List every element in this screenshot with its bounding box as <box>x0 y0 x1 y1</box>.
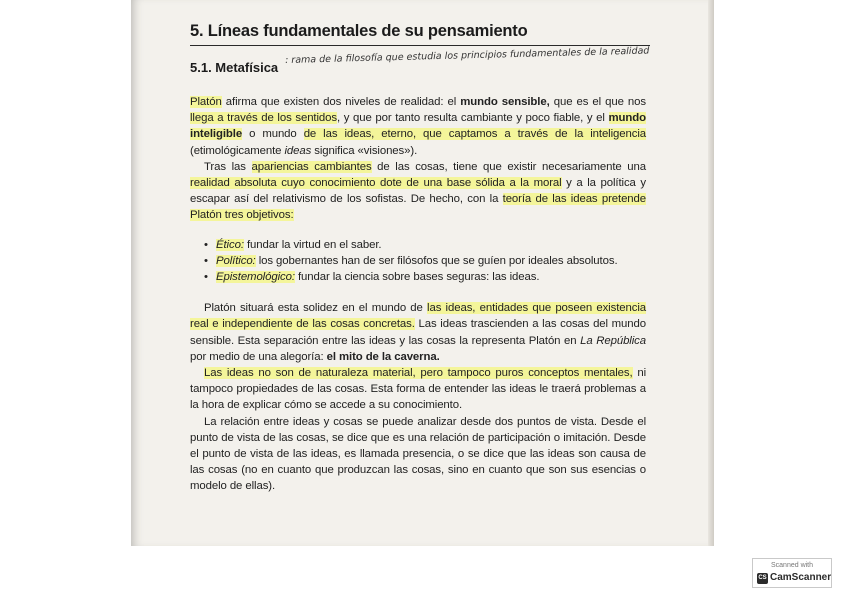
section-title: 5.1. Metafísica <box>190 60 279 75</box>
text-run: por medio de una alegoría: <box>190 350 327 363</box>
highlight: apariencias cambiantes <box>251 160 372 173</box>
objectives-list <box>190 237 646 286</box>
italic-term: ideas <box>284 144 312 157</box>
highlight: teoría de las ideas pretende Platón tres objetivos: <box>190 193 647 222</box>
highlight: de las ideas, eterno, que captamos a través de la inteligencia <box>303 128 646 141</box>
camscanner-watermark <box>752 558 832 588</box>
paragraph-3 <box>190 300 646 365</box>
highlight: realidad absoluta cuyo conocimiento dote de una base sólida a la moral <box>190 177 562 190</box>
objective-text: los gobernantes han de ser filósofos que se guíen por ideales absolutos. <box>255 254 618 267</box>
paragraph-4 <box>190 365 646 414</box>
list-item <box>204 253 646 269</box>
paragraph-2 <box>190 159 646 224</box>
text-run: (etimológicamente <box>190 144 285 157</box>
text-run: o mundo <box>242 128 304 141</box>
bold-term: mundo sensible, <box>460 96 550 108</box>
text-run: , y que por tanto resulta cambiante y poco fiable, y el <box>336 112 609 125</box>
text-run: de las cosas, tiene que existir necesariamente una <box>371 160 646 173</box>
paragraph-1 <box>190 94 646 159</box>
text-run: Tras las <box>204 160 252 173</box>
text-run: y a la política y escapar así del relativismo de los sofistas. De hecho, con la <box>190 177 646 206</box>
bold-term: mundo inteligible <box>190 112 646 141</box>
objective-text: fundar la virtud en el saber. <box>243 238 382 251</box>
camscanner-logo-icon: CS <box>757 573 768 584</box>
list-item <box>204 237 646 253</box>
page-edge <box>708 0 714 546</box>
handwritten-note: : rama de la filosofía que estudia los principios fundamentales de la realidad <box>285 45 650 66</box>
body-text <box>190 94 646 495</box>
text-run: significa «visiones»). <box>311 144 418 157</box>
objective-label: Epistemológico: <box>216 271 295 284</box>
text-run: ni tampoco propiedades de las cosas. Esta forma de entender las ideas le traerá problemas a la hora de explicar cómo se accede a su conocimiento. <box>190 367 647 412</box>
text-run: Las ideas trascienden a las cosas del mundo sensible. Esta separación entre las ideas y las cosas la representa Platón en <box>190 318 646 347</box>
objective-text: fundar la ciencia sobre bases seguras: las ideas. <box>294 271 540 284</box>
objective-label: Ético: <box>216 238 244 251</box>
text-run: afirma que existen dos niveles de realidad: el <box>221 96 461 108</box>
watermark-caption: Scanned with <box>770 562 814 569</box>
italic-term: La República <box>580 334 646 347</box>
highlight: llega a través de los sentidos <box>190 112 337 125</box>
watermark-brand: CamScanner <box>770 572 832 583</box>
highlight: las ideas, entidades que poseen existencia real e independiente de las cosas concretas. <box>190 302 646 331</box>
highlight: Las ideas no son de naturaleza material, pero tampoco puros conceptos mentales, <box>204 367 633 380</box>
highlight: Platón <box>190 96 222 108</box>
text-run: que es el que nos <box>549 96 646 108</box>
bold-term: el mito de la caverna. <box>326 350 440 363</box>
paragraph-5: La relación entre ideas y cosas se puede analizar desde dos puntos de vista. Desde el punto de vista de las cosas, se dice que es una relación de participación o imitación. Desde el punto de vista de las ideas, es llamada presencia, o se dice que las ideas son causa de las cosas (no en cuanto que produzcan las cosas, sino en cuanto que son sus esencias o modelo de ellas). <box>190 415 646 493</box>
chapter-title: 5. Líneas fundamentales de su pensamiento <box>190 22 650 46</box>
objective-label: Político: <box>216 254 256 267</box>
text-run: Platón situará esta solidez en el mundo de <box>204 302 428 315</box>
list-item <box>204 269 646 285</box>
